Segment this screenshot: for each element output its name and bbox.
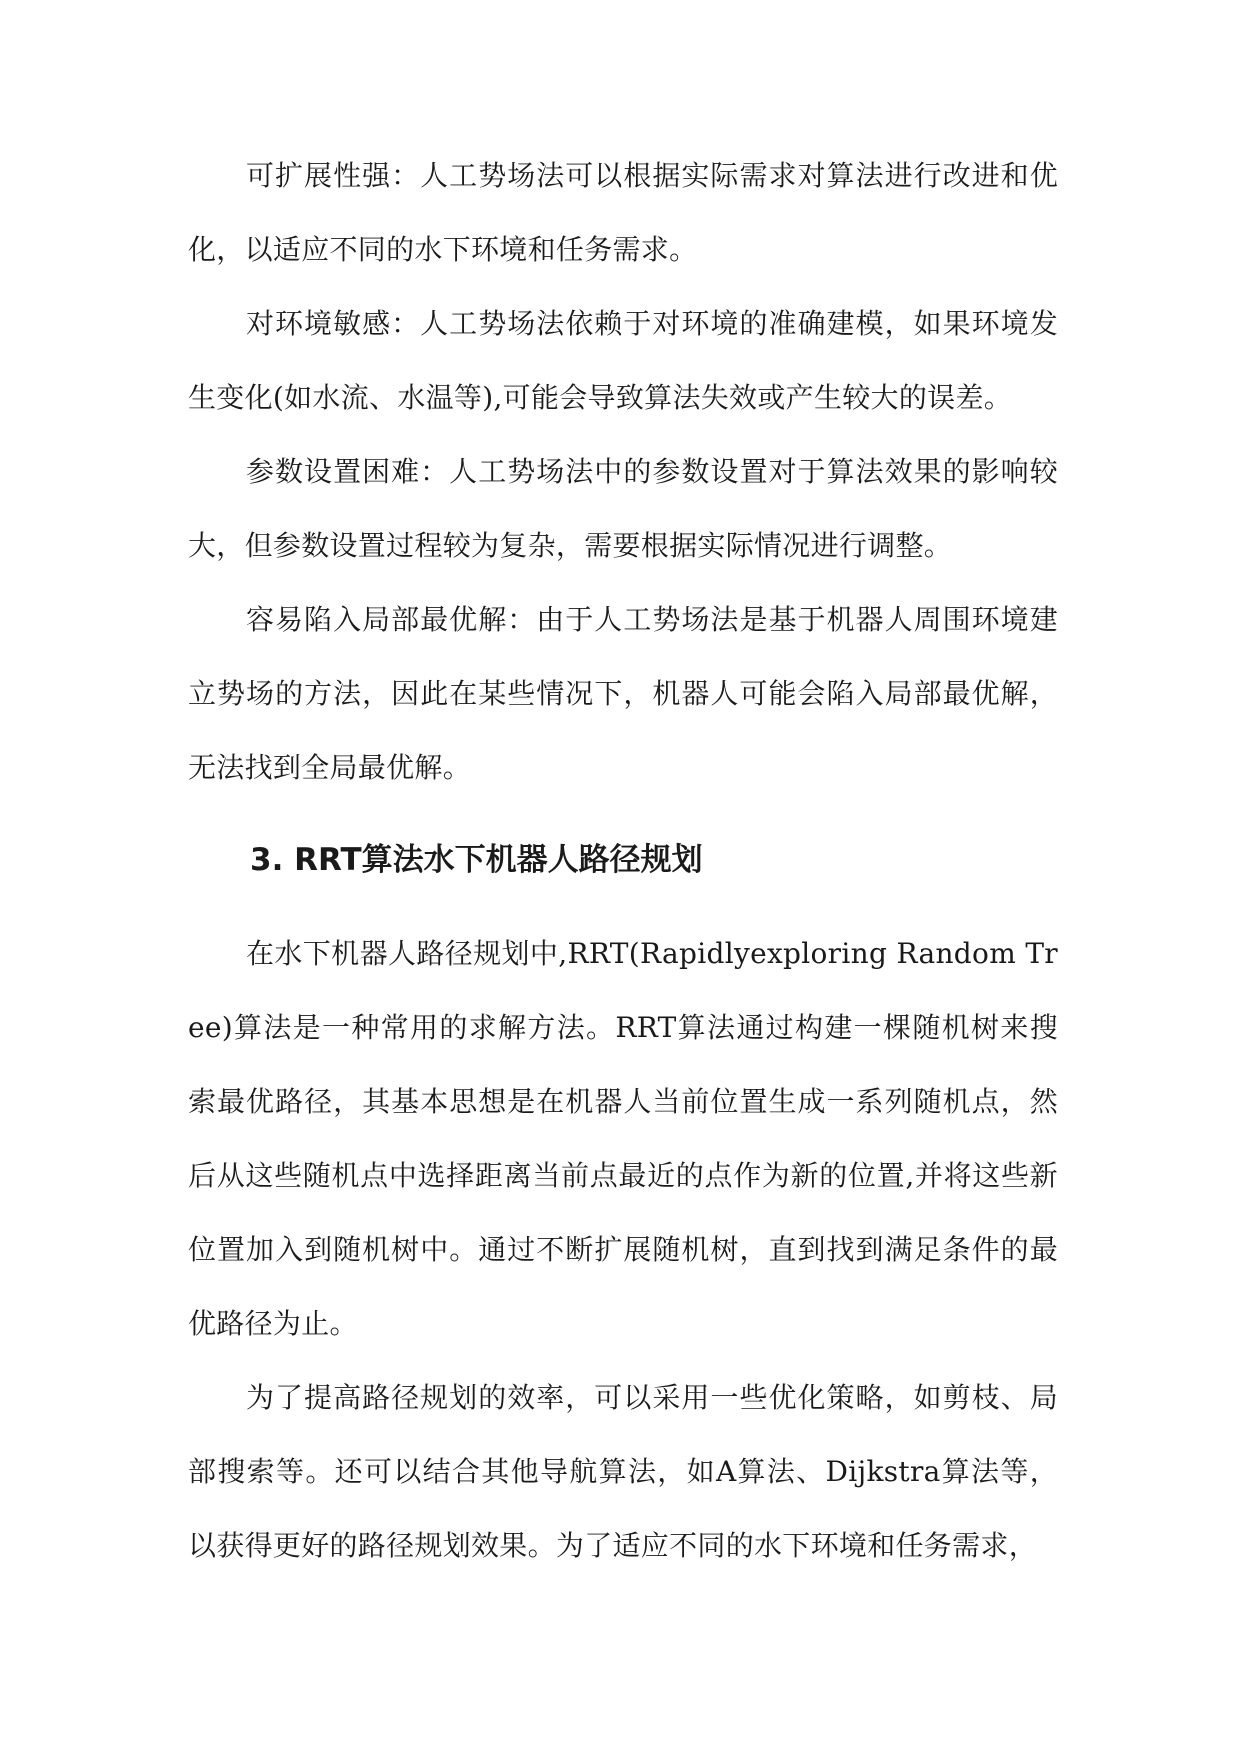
section-number: 3.: [250, 842, 284, 878]
paragraph-rrt-intro: 在水下机器人路径规划中,RRT(Rapidlyexploring Random Tree)算法是一种常用的求解方法。RRT算法通过构建一棵随机树来搜索最优路径，其基本思想是在机器人当前位置生成一系列随机点，然后从这些随机点中选择距离当前点最近的点作为新的位置,并将这些新位置加入到随机树中。通过不断扩展随机树，直到找到满足条件的最优路径为止。: [188, 937, 1058, 1340]
paragraph-local-optimum: 容易陷入局部最优解：由于人工势场法是基于机器人周围环境建立势场的方法，因此在某些情况下，机器人可能会陷入局部最优解，无法找到全局最优解。: [188, 603, 1058, 784]
section-heading: [188, 823, 1058, 897]
page-content: [188, 139, 1058, 1583]
paragraph-parameter-difficulty: 参数设置困难：人工势场法中的参数设置对于算法效果的影响较大，但参数设置过程较为复杂，需要根据实际情况进行调整。: [188, 455, 1058, 562]
paragraph-environment-sensitivity: 对环境敏感：人工势场法依赖于对环境的准确建模，如果环境发生变化(如水流、水温等),可能会导致算法失效或产生较大的误差。: [188, 307, 1058, 414]
paragraph-scalability: 可扩展性强：人工势场法可以根据实际需求对算法进行改进和优化，以适应不同的水下环境和任务需求。: [188, 159, 1058, 266]
section-title: RRT算法水下机器人路径规划: [294, 842, 703, 878]
paragraph-optimization: 为了提高路径规划的效率，可以采用一些优化策略，如剪枝、局部搜索等。还可以结合其他导航算法，如A算法、Dijkstra算法等，以获得更好的路径规划效果。为了适应不同的水下环境和任务需求，: [188, 1381, 1058, 1562]
